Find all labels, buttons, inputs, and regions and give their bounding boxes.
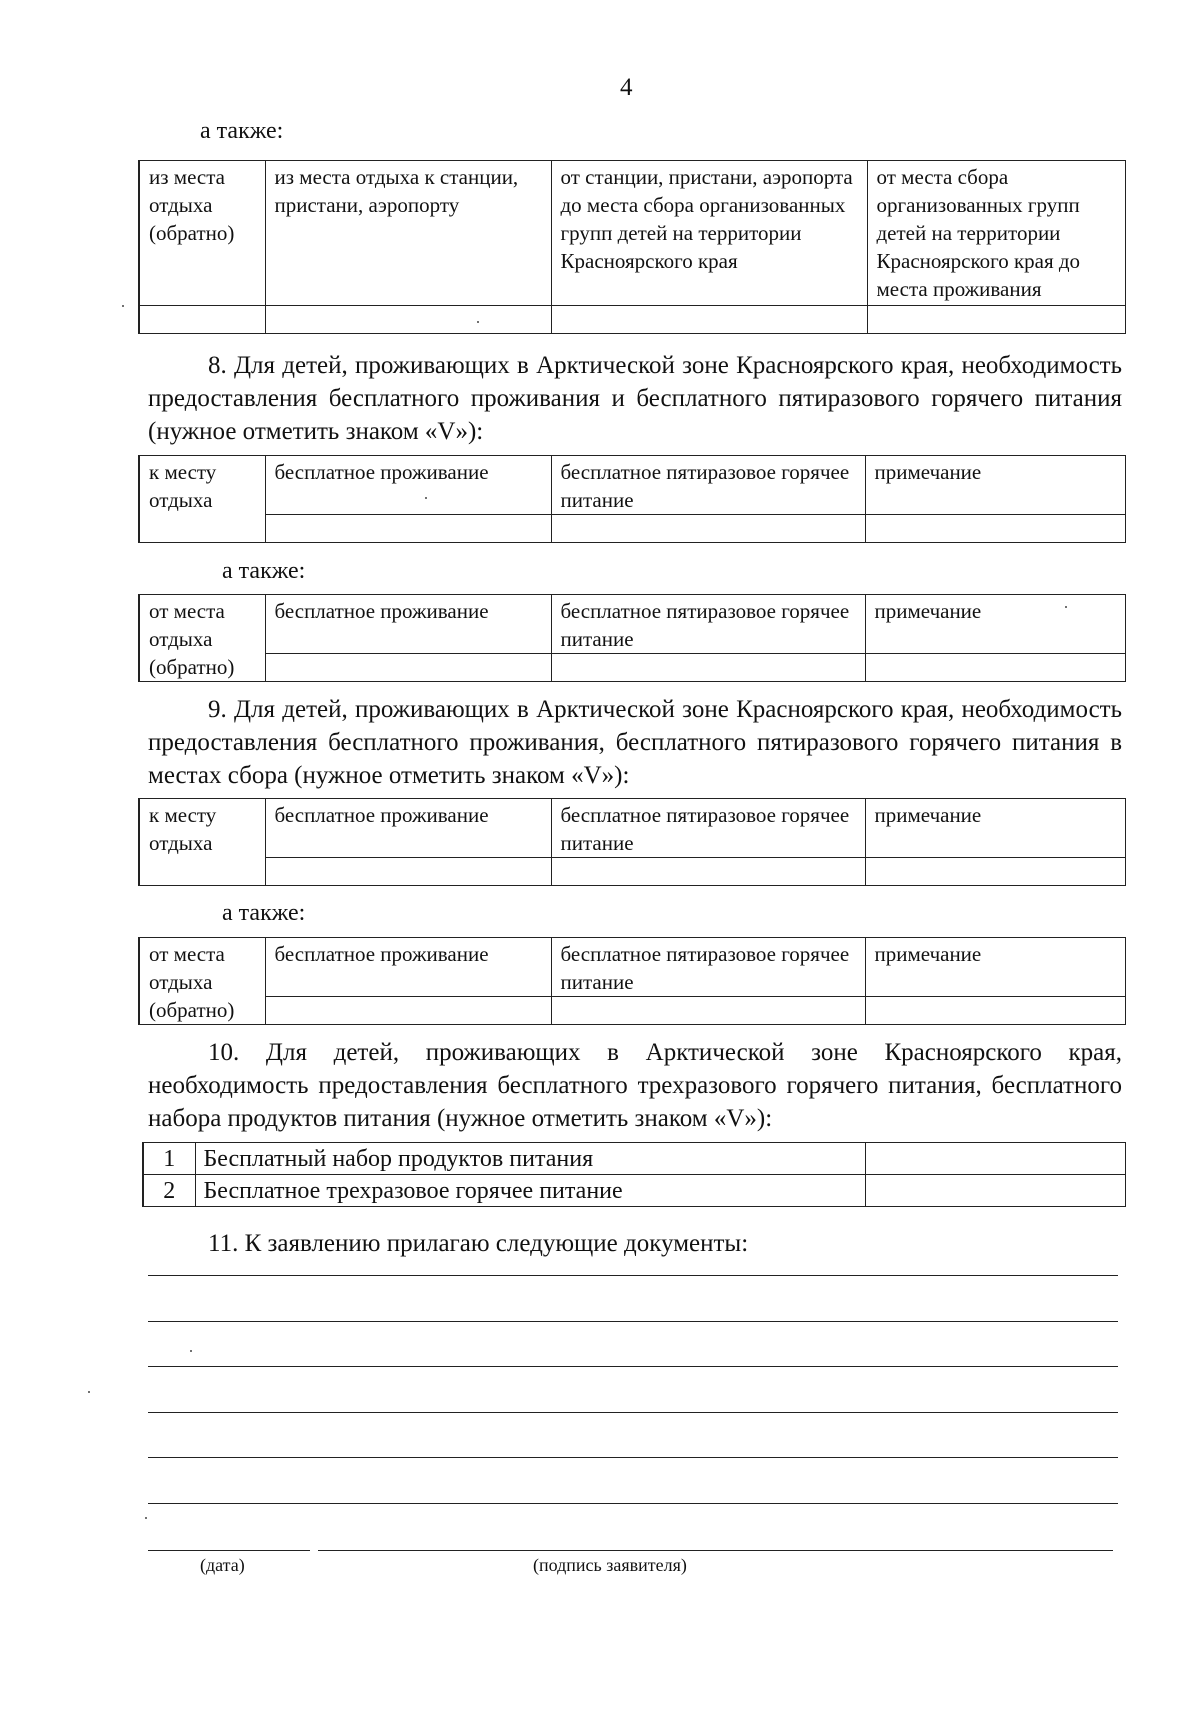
scan-speck <box>425 497 427 499</box>
cell-from-rest-to-station: из места отдыха к станции, пристани, аэропорту <box>265 161 551 306</box>
cell-note: примечание <box>865 799 1125 858</box>
cell-station-to-gathering: от станции, пристани, аэропорта до места сбора организованных групп детей на территории Красноярского края <box>551 161 867 306</box>
checkbox-cell[interactable] <box>865 1175 1125 1207</box>
input-cell[interactable] <box>551 997 865 1025</box>
paragraph-8-text: Для детей, проживающих в Арктической зоне Красноярского края, необходимость предоставления бесплатного проживания и бесплатного пятиразового горячего питания (нужное отметить знаком «V»): <box>148 352 1122 445</box>
p8-to-rest-table <box>138 455 1126 543</box>
cell-gathering-to-home: от места сбора организованных групп детей на территории Красноярского края до места проживания <box>867 161 1125 306</box>
cell-from-rest: из места отдыха (обратно) <box>139 161 265 306</box>
input-cell[interactable] <box>265 997 551 1025</box>
document-line[interactable] <box>148 1503 1118 1504</box>
input-cell[interactable] <box>865 654 1125 682</box>
document-line[interactable] <box>148 1321 1118 1322</box>
cell-free-accommodation: бесплатное проживание <box>265 456 551 515</box>
document-line[interactable] <box>148 1275 1118 1276</box>
input-cell[interactable] <box>865 515 1125 543</box>
input-cell[interactable] <box>551 654 865 682</box>
scan-speck <box>1065 606 1067 608</box>
signature-line[interactable] <box>318 1550 1113 1551</box>
cell-free-meals: бесплатное пятиразовое горячее питание <box>551 595 865 654</box>
p9-from-rest-table <box>138 937 1126 1025</box>
return-route-table <box>138 160 1126 334</box>
scan-speck <box>190 1350 192 1352</box>
paragraph-10-text: Для детей, проживающих в Арктической зоне Красноярского края, необходимость предоставления бесплатного трехразового горячего питания, бесплатного набора продуктов питания (нужное отметить знаком «V»): <box>148 1039 1122 1132</box>
also-label: а также: <box>222 900 306 926</box>
paragraph-10 <box>148 1036 1122 1135</box>
input-cell[interactable] <box>265 654 551 682</box>
scan-speck <box>122 305 124 307</box>
p10-options-table <box>142 1142 1126 1207</box>
input-cell[interactable] <box>265 515 551 543</box>
cell-to-rest: к месту отдыха <box>139 799 265 886</box>
option-number: 1 <box>143 1143 195 1175</box>
paragraph-11-text: К заявлению прилагаю следующие документы: <box>244 1230 749 1257</box>
checkbox-cell[interactable] <box>865 1143 1125 1175</box>
input-cell[interactable] <box>265 306 551 334</box>
document-line[interactable] <box>148 1412 1118 1413</box>
cell-free-accommodation: бесплатное проживание <box>265 938 551 997</box>
input-cell[interactable] <box>865 997 1125 1025</box>
p8-from-rest-table <box>138 594 1126 682</box>
input-cell[interactable] <box>265 858 551 886</box>
date-caption: (дата) <box>200 1555 245 1575</box>
cell-note: примечание <box>865 595 1125 654</box>
page-number: 4 <box>620 74 633 101</box>
input-cell[interactable] <box>865 858 1125 886</box>
scan-speck <box>88 1391 90 1393</box>
signature-caption: (подпись заявителя) <box>533 1555 687 1575</box>
paragraph-8 <box>148 349 1122 448</box>
also-label: а также: <box>222 558 306 584</box>
paragraph-9 <box>148 693 1122 792</box>
paragraph-10-number: 10. <box>208 1039 240 1066</box>
input-cell[interactable] <box>867 306 1125 334</box>
option-number: 2 <box>143 1175 195 1207</box>
option-label: Бесплатный набор продуктов питания <box>195 1143 865 1175</box>
paragraph-9-text: Для детей, проживающих в Арктической зоне Красноярского края, необходимость предоставления бесплатного проживания, бесплатного пятиразового горячего питания в местах сбора (нужное отметить знаком «V»): <box>148 696 1122 789</box>
cell-free-meals: бесплатное пятиразовое горячее питание <box>551 938 865 997</box>
cell-free-meals: бесплатное пятиразовое горячее питание <box>551 456 865 515</box>
input-cell[interactable] <box>551 306 867 334</box>
cell-note: примечание <box>865 456 1125 515</box>
input-cell[interactable] <box>551 515 865 543</box>
also-label: а также: <box>200 118 284 144</box>
paragraph-9-number: 9. <box>208 696 227 723</box>
paragraph-11 <box>148 1227 1122 1260</box>
cell-from-rest: от места отдыха (обратно) <box>139 938 265 1025</box>
blank-cell <box>139 306 265 334</box>
document-line[interactable] <box>148 1457 1118 1458</box>
paragraph-11-number: 11. <box>208 1230 239 1257</box>
p9-to-rest-table <box>138 798 1126 886</box>
scan-speck <box>145 1517 147 1519</box>
cell-free-meals: бесплатное пятиразовое горячее питание <box>551 799 865 858</box>
document-line[interactable] <box>148 1366 1118 1367</box>
cell-to-rest: к месту отдыха <box>139 456 265 543</box>
paragraph-8-number: 8. <box>208 352 227 379</box>
cell-from-rest: от места отдыха (обратно) <box>139 595 265 682</box>
date-line[interactable] <box>148 1550 310 1551</box>
input-cell[interactable] <box>551 858 865 886</box>
cell-free-accommodation: бесплатное проживание <box>265 799 551 858</box>
scan-speck <box>477 321 479 323</box>
cell-free-accommodation: бесплатное проживание <box>265 595 551 654</box>
option-label: Бесплатное трехразовое горячее питание <box>195 1175 865 1207</box>
cell-note: примечание <box>865 938 1125 997</box>
